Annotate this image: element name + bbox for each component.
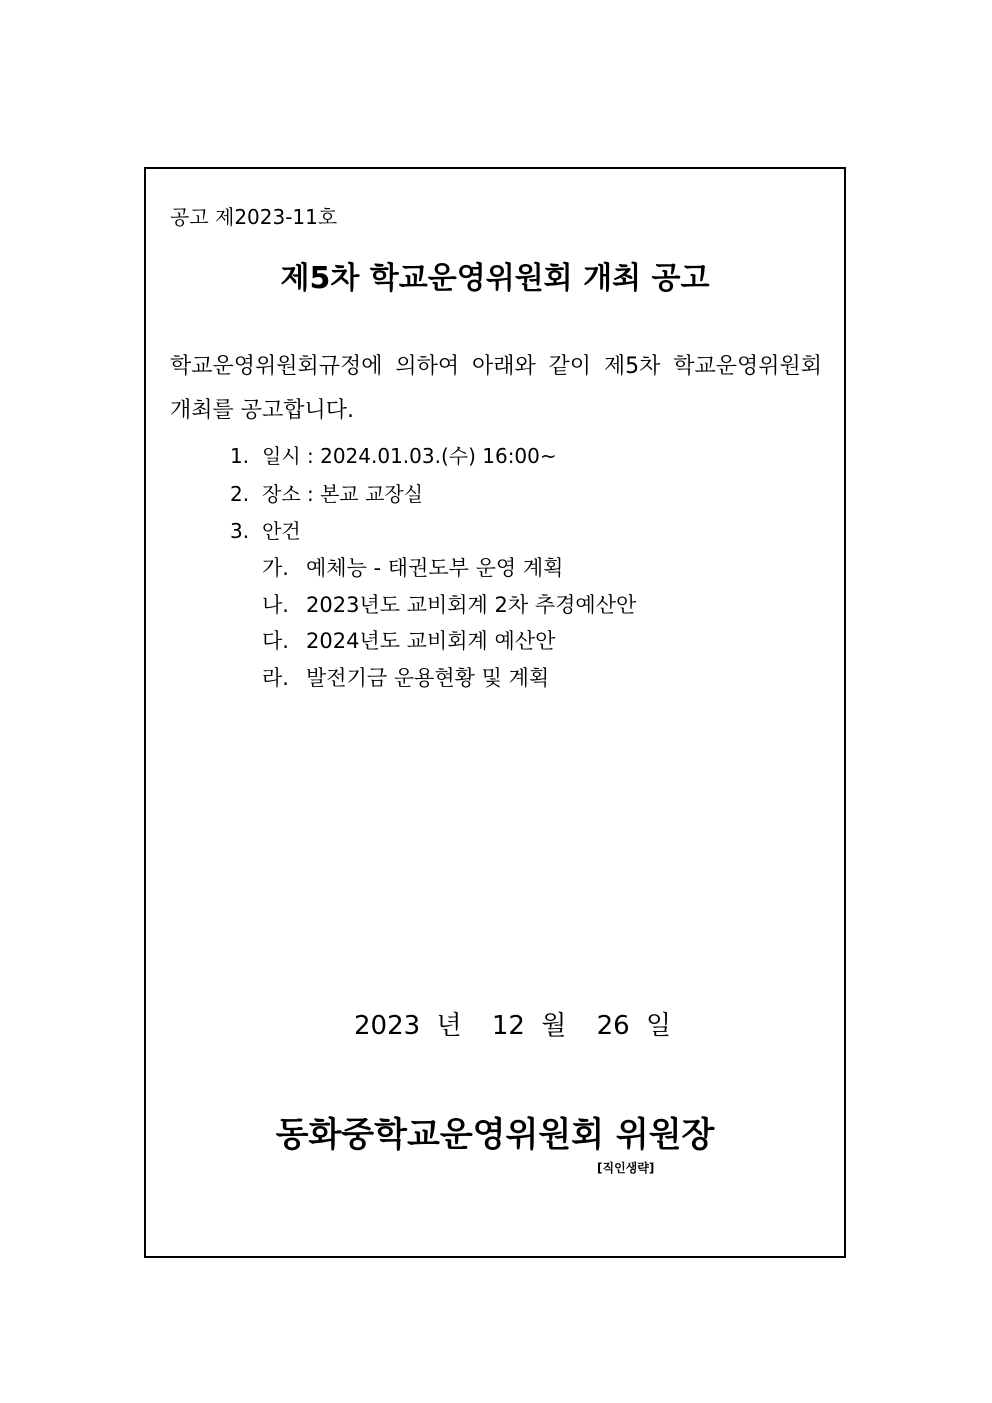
agenda-text: 예체능 - 태권도부 운영 계획 (306, 556, 564, 580)
agenda-item (262, 590, 636, 620)
agenda-mark: 라. (262, 666, 289, 690)
agenda-text: 2024년도 교비회계 예산안 (306, 629, 556, 653)
notice-number: 공고 제2023-11호 (170, 205, 338, 229)
agenda-mark: 다. (262, 629, 289, 653)
seal-omitted-note: [직인생략] (597, 1161, 655, 1175)
item-agenda (230, 517, 301, 545)
agenda-text: 발전기금 운용현황 및 계획 (306, 666, 550, 690)
item-number: 2. (230, 482, 250, 506)
item-number: 1. (230, 444, 250, 468)
agenda-mark: 가. (262, 556, 289, 580)
item-text: 일시 : 2024.01.03.(수) 16:00~ (262, 444, 557, 468)
item-number: 3. (230, 519, 250, 543)
notice-frame (144, 167, 846, 1258)
date-year: 2023 (354, 1011, 421, 1041)
date-month: 12 (491, 1011, 525, 1041)
item-text: 안건 (262, 519, 301, 543)
issuer-signature: 동화중학교운영위원회 위원장 (275, 1115, 715, 1155)
agenda-item (262, 553, 563, 583)
date-day-unit: 일 (645, 1011, 672, 1041)
agenda-item (262, 663, 549, 693)
date-year-unit: 년 (436, 1011, 462, 1041)
notice-date (354, 1008, 671, 1044)
page-title: 제5차 학교운영위원회 개최 공고 (280, 261, 710, 296)
date-month-unit: 월 (541, 1011, 567, 1041)
item-datetime (230, 442, 557, 470)
item-location (230, 480, 423, 508)
agenda-mark: 나. (262, 593, 289, 617)
item-text: 장소 : 본교 교장실 (262, 482, 424, 506)
notice-body: 학교운영위원회규정에 의하여 아래와 같이 제5차 학교운영위원회 개최를 공고합니다. (170, 354, 822, 423)
agenda-text: 2023년도 교비회계 2차 추경예산안 (306, 593, 637, 617)
agenda-item (262, 626, 555, 656)
date-day: 26 (596, 1011, 630, 1041)
